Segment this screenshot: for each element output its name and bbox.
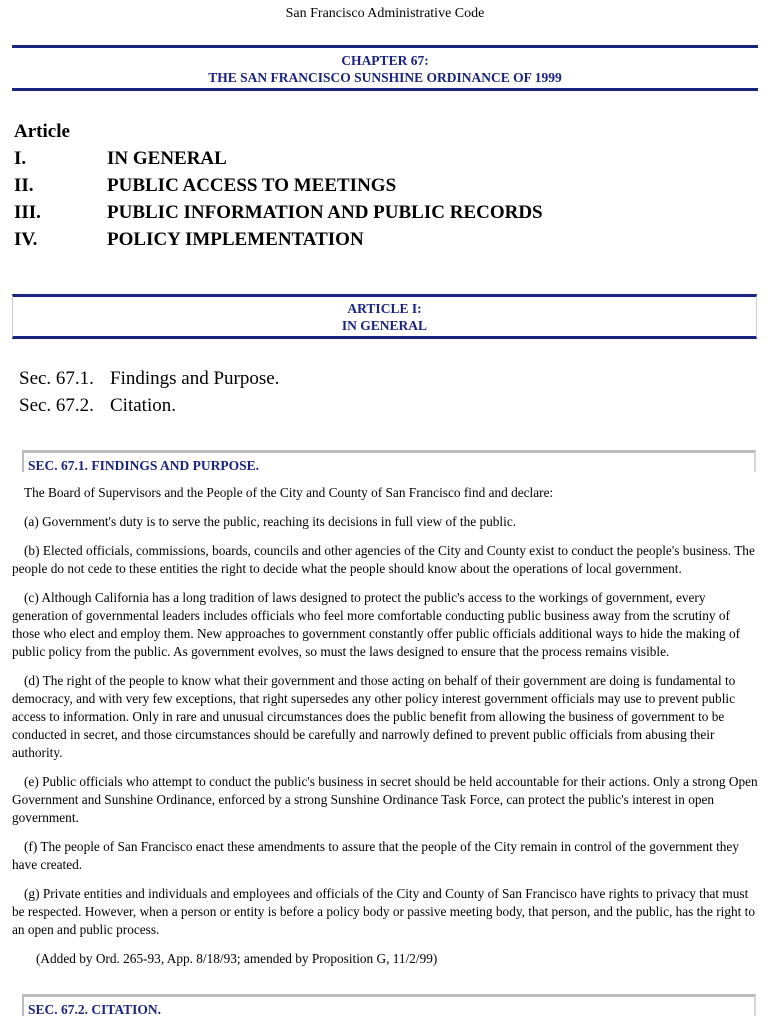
section-heading-67-2: SEC. 67.2. CITATION. <box>22 994 756 1016</box>
toc-item-number: III. <box>14 202 41 223</box>
body-paragraph: (a) Government's duty is to serve the public, reaching its decisions in full view of the public. <box>24 514 517 529</box>
toc-item[interactable] <box>14 226 754 253</box>
toc-item-number: IV. <box>14 229 38 250</box>
toc-item-number: II. <box>14 175 34 196</box>
toc-item-label: POLICY IMPLEMENTATION <box>107 229 364 250</box>
article-title: IN GENERAL <box>341 318 428 333</box>
chapter-title-box <box>12 45 758 91</box>
body-paragraph: (d) The right of the people to know what their government and those acting on behalf of their government are doing is fundamental to democracy, and with very few exceptions, that right supersedes any other policy interest government officials may use to prevent public access to information. Only in rare and unusual circumstances does the public benefit from allowing the business of government to be conducted in secret, and those circumstances should be carefully and narrowly defined to prevent public officials from abusing their authority. <box>12 673 736 760</box>
section-number: Sec. 67.2. <box>19 395 94 416</box>
chapter-title: THE SAN FRANCISCO SUNSHINE ORDINANCE OF 1999 <box>208 70 562 85</box>
section-list-item[interactable] <box>19 392 279 419</box>
section-body-67-1 <box>12 484 758 979</box>
section-number: Sec. 67.1. <box>19 368 94 389</box>
page-header: San Francisco Administrative Code <box>285 6 485 21</box>
toc-item-label: PUBLIC ACCESS TO MEETINGS <box>107 175 397 196</box>
article-toc <box>14 118 754 253</box>
toc-item[interactable] <box>14 145 754 172</box>
toc-item[interactable] <box>14 199 754 226</box>
article-number: ARTICLE I: <box>347 301 422 316</box>
article-title-box <box>12 294 757 339</box>
section-list-item[interactable] <box>19 365 279 392</box>
toc-item-number: I. <box>14 148 27 169</box>
toc-item-label: IN GENERAL <box>107 148 227 169</box>
body-paragraph: (c) Although California has a long tradition of laws designed to protect the public's access to the workings of government, every generation of governmental leaders includes officials who feel more comfortable conducting public business away from the scrutiny of those who elect and employ them. New approaches to government constantly offer public officials additional ways to hide the making of public policy from the public. As government evolves, so must the laws designed to ensure that the process remains visible. <box>12 590 741 659</box>
amendment-note: (Added by Ord. 265-93, App. 8/18/93; amended by Proposition G, 11/2/99) <box>36 951 438 966</box>
section-list <box>19 365 279 419</box>
chapter-number: CHAPTER 67: <box>341 53 429 68</box>
toc-item[interactable] <box>14 172 754 199</box>
body-paragraph: The Board of Supervisors and the People of the City and County of San Francisco find and declare: <box>24 485 554 500</box>
section-title: Findings and Purpose. <box>110 368 280 389</box>
body-paragraph: (e) Public officials who attempt to conduct the public's business in secret should be held accountable for their actions. Only a strong Open Government and Sunshine Ordinance, enforced by a strong Sunshine Ordinance Task Force, can protect the public's interest in open government. <box>12 774 758 825</box>
body-paragraph: (g) Private entities and individuals and employees and officials of the City and County of San Francisco have rights to privacy that must be respected. However, when a person or entity is before a policy body or passive meeting body, that person, and the public, has the right to an open and public process. <box>12 886 756 937</box>
toc-heading: Article <box>14 121 70 142</box>
body-paragraph: (b) Elected officials, commissions, boards, councils and other agencies of the City and County exist to conduct the people's business. The people do not cede to these entities the right to decide what the people should know about the operations of local government. <box>12 543 755 576</box>
section-title: Citation. <box>110 395 176 416</box>
section-heading-67-1: SEC. 67.1. FINDINGS AND PURPOSE. <box>22 450 756 472</box>
toc-item-label: PUBLIC INFORMATION AND PUBLIC RECORDS <box>107 202 543 223</box>
body-paragraph: (f) The people of San Francisco enact these amendments to assure that the people of the City remain in control of the government they have created. <box>12 839 739 872</box>
